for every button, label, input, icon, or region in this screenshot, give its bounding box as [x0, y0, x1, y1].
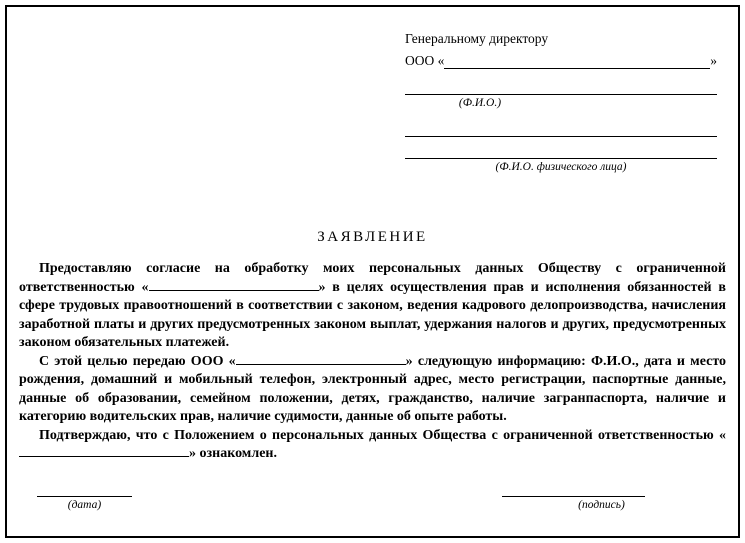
document-title: ЗАЯВЛЕНИЕ [317, 229, 428, 245]
company-line [405, 53, 717, 69]
company-suffix: » [710, 53, 717, 68]
paragraph-confirmation [19, 427, 726, 464]
date-caption: (дата) [67, 499, 102, 511]
signature-blank[interactable] [502, 496, 645, 497]
signature-block [502, 496, 645, 512]
company-name-blank[interactable] [444, 55, 710, 69]
paragraph-information [19, 353, 726, 427]
paragraph-consent [19, 260, 726, 353]
p3-text-after: » ознакомлен. [189, 446, 277, 461]
document-page [5, 5, 740, 538]
person-name-blank-line1[interactable] [405, 136, 717, 137]
p2-company-blank[interactable] [236, 353, 406, 365]
p1-company-blank[interactable] [149, 279, 319, 291]
p3-text-before: Подтверждаю, что с Положением о персональных данных Общества с ограниченной ответственностью « [39, 427, 726, 443]
p2-text-before: С этой целью передаю ООО « [39, 353, 236, 369]
company-prefix: ООО « [405, 53, 445, 68]
fio-caption: (Ф.И.О.) [458, 97, 502, 109]
signature-caption: (подпись) [578, 499, 625, 511]
p1-text-after: » в целях осуществления прав и исполнения обязанностей в сфере трудовых правоотношений в соответствии с законом, ведения кадрового делопроизводства, начисления заработной платы и других предусмотренных законом выплат, удержания налогов и других, предусмотренных законом обязательных платежей. [19, 279, 726, 350]
p1-text-before: Предоставляю согласие на обработку моих персональных данных Обществу с ограниченной ответственностью « [19, 261, 726, 295]
p3-company-blank[interactable] [19, 445, 189, 457]
date-block [37, 496, 132, 512]
fio-person-caption: (Ф.И.О. физического лица) [495, 161, 627, 173]
addressee-block [405, 31, 717, 174]
p2-text-after: » следующую информацию: Ф.И.О., дата и место рождения, домашний и мобильный телефон, электронный адрес, место регистрации, паспортные данные, данные об образовании, семейном положении, детях, гражданство, наличие загранпаспорта, наличие и категорию водительских прав, наличие судимости, данные об опыте работы. [19, 353, 727, 424]
director-name-blank[interactable] [405, 94, 717, 95]
addressee-title: Генеральному директору [405, 31, 549, 46]
date-blank[interactable] [37, 496, 132, 497]
person-name-blank-line2[interactable] [405, 158, 717, 159]
document-body [19, 260, 726, 464]
